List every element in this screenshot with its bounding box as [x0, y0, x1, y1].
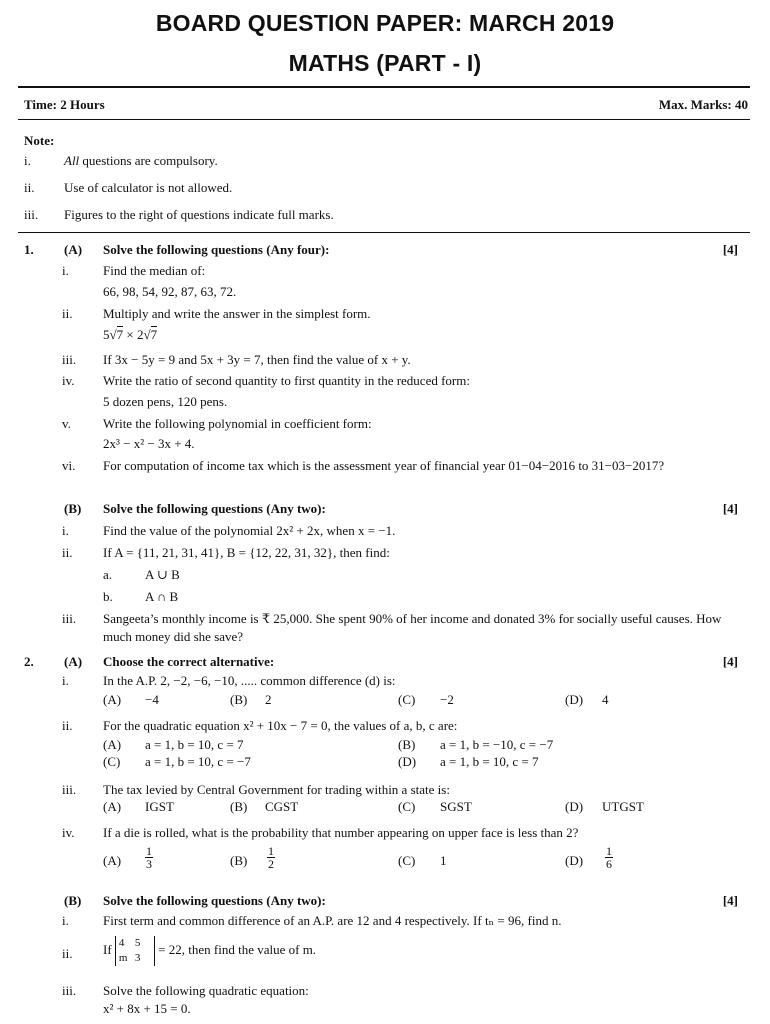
option-label: (D) — [398, 754, 417, 769]
question-data: 66, 98, 54, 92, 87, 63, 72. — [103, 284, 237, 299]
section-heading: Solve the following questions (Any two): — [103, 893, 326, 908]
set-expression: A ∪ B — [145, 567, 180, 582]
option-label: (C) — [398, 853, 416, 868]
question-text: If A = {11, 21, 31, 41}, B = {12, 22, 31, 32}, then find: — [103, 545, 390, 560]
option-value: a = 1, b = 10, c = −7 — [145, 754, 251, 769]
option-label: (B) — [230, 853, 248, 868]
section-label: (A) — [64, 242, 83, 257]
option-value: $\frac{1}{6}$ — [606, 844, 612, 871]
option-label: (A) — [103, 692, 122, 707]
header-divider — [18, 86, 750, 88]
option-label: (B) — [230, 799, 248, 814]
item-num: iv. — [62, 825, 75, 840]
option-value: $\frac{1}{2}$ — [268, 844, 274, 871]
section-heading: Solve the following questions (Any four): — [103, 242, 330, 257]
note-num: iii. — [24, 207, 39, 222]
option-label: (D) — [565, 799, 584, 814]
question-text: If a die is rolled, what is the probability that number appearing on upper face is less than 2? — [103, 825, 579, 840]
math-expression: 5√7 × 2√7 — [103, 327, 158, 342]
item-num: i. — [62, 523, 69, 538]
item-num: i. — [62, 263, 69, 278]
marks-badge: [4] — [722, 654, 738, 669]
question-number: 1. — [24, 242, 34, 257]
option-value: a = 1, b = 10, c = 7 — [145, 737, 244, 752]
item-num: ii. — [62, 306, 73, 321]
question-text: If 4 5 m 3 = 22, then find the value of m. — [103, 937, 317, 964]
item-num: iii. — [62, 983, 77, 998]
sub-label: b. — [103, 589, 113, 604]
question-text: For computation of income tax which is the assessment year of financial year 01−04−2016 to 31−03−2017? — [103, 458, 665, 473]
option-value: IGST — [145, 799, 174, 814]
item-num: ii. — [62, 946, 73, 961]
marks-badge: [4] — [722, 242, 738, 257]
option-value: a = 1, b = −10, c = −7 — [440, 737, 554, 752]
option-value: 2 — [265, 692, 272, 707]
option-value: UTGST — [602, 799, 644, 814]
question-text: For the quadratic equation x² + 10x − 7 = 0, the values of a, b, c are: — [103, 718, 458, 733]
question-number: 2. — [24, 654, 34, 669]
section-heading: Choose the correct alternative: — [103, 654, 275, 669]
item-num: iii. — [62, 611, 77, 626]
item-num: ii. — [62, 545, 73, 560]
question-text: Write the following polynomial in coefficient form: — [103, 416, 372, 431]
item-num: i. — [62, 913, 69, 928]
question-text: In the A.P. 2, −2, −6, −10, ..... common difference (d) is: — [103, 673, 396, 688]
time-label: Time: 2 Hours — [24, 97, 105, 112]
question-text: Find the median of: — [103, 263, 206, 278]
item-num: iii. — [62, 352, 77, 367]
option-label: (B) — [398, 737, 416, 752]
question-data: 5 dozen pens, 120 pens. — [103, 394, 228, 409]
option-value: 1 — [440, 853, 447, 868]
option-label: (C) — [103, 754, 121, 769]
marks-badge: [4] — [722, 893, 738, 908]
section-label: (A) — [64, 654, 83, 669]
divider — [18, 232, 750, 233]
option-label: (A) — [103, 853, 122, 868]
max-marks-label: Max. Marks: 40 — [658, 97, 748, 112]
item-num: iii. — [62, 782, 77, 797]
option-label: (D) — [565, 692, 584, 707]
question-text: If 3x − 5y = 9 and 5x + 3y = 7, then find the value of x + y. — [103, 352, 411, 367]
option-label: (C) — [398, 799, 416, 814]
question-text: Find the value of the polynomial 2x² + 2x, when x = −1. — [103, 523, 396, 538]
note-text: Figures to the right of questions indicate full marks. — [64, 207, 334, 222]
note-num: i. — [24, 153, 31, 168]
item-num: i. — [62, 673, 69, 688]
option-value: $\frac{1}{3}$ — [146, 844, 152, 871]
question-text: The tax levied by Central Government for trading within a state is: — [103, 782, 450, 797]
note-text: Use of calculator is not allowed. — [64, 180, 233, 195]
option-label: (A) — [103, 737, 122, 752]
item-num: vi. — [62, 458, 76, 473]
question-text: First term and common difference of an A.P. are 12 and 4 respectively. If tₙ = 96, find n. — [103, 913, 562, 928]
option-value: −4 — [145, 692, 159, 707]
option-value: −2 — [440, 692, 454, 707]
option-label: (A) — [103, 799, 122, 814]
question-text: Multiply and write the answer in the simplest form. — [103, 306, 371, 321]
marks-badge: [4] — [722, 501, 738, 516]
question-text: Solve the following quadratic equation: — [103, 983, 309, 998]
note-heading: Note: — [24, 133, 55, 148]
option-label: (C) — [398, 692, 416, 707]
option-value: a = 1, b = 10, c = 7 — [440, 754, 539, 769]
option-value: CGST — [265, 799, 299, 814]
set-expression: A ∩ B — [145, 589, 179, 604]
math-expression: 2x³ − x² − 3x + 4. — [103, 436, 195, 451]
section-label: (B) — [64, 893, 82, 908]
option-label: (B) — [230, 692, 248, 707]
section-label: (B) — [64, 501, 82, 516]
section-heading: Solve the following questions (Any two): — [103, 501, 326, 516]
item-num: v. — [62, 416, 71, 431]
determinant: 4 5 m 3 — [115, 936, 155, 966]
item-num: ii. — [62, 718, 73, 733]
option-value: SGST — [440, 799, 472, 814]
note-item — [64, 153, 218, 169]
note-text: questions are compulsory. — [79, 153, 218, 168]
divider — [18, 119, 750, 120]
sub-label: a. — [103, 567, 113, 582]
note-num: ii. — [24, 180, 35, 195]
question-text: Write the ratio of second quantity to first quantity in the reduced form: — [103, 373, 470, 388]
paper-subtitle: MATHS (PART - I) — [288, 50, 482, 76]
option-value: 4 — [602, 692, 609, 707]
math-expression: x² + 8x + 15 = 0. — [103, 1001, 191, 1016]
paper-title: BOARD QUESTION PAPER: MARCH 2019 — [155, 10, 615, 36]
option-label: (D) — [565, 853, 584, 868]
question-text: Sangeeta’s monthly income is ₹ 25,000. She spent 90% of her income and donated 3% for socially useful causes. How much money did she save? — [103, 611, 722, 644]
item-num: iv. — [62, 373, 75, 388]
note-emphasis: All — [64, 153, 80, 168]
